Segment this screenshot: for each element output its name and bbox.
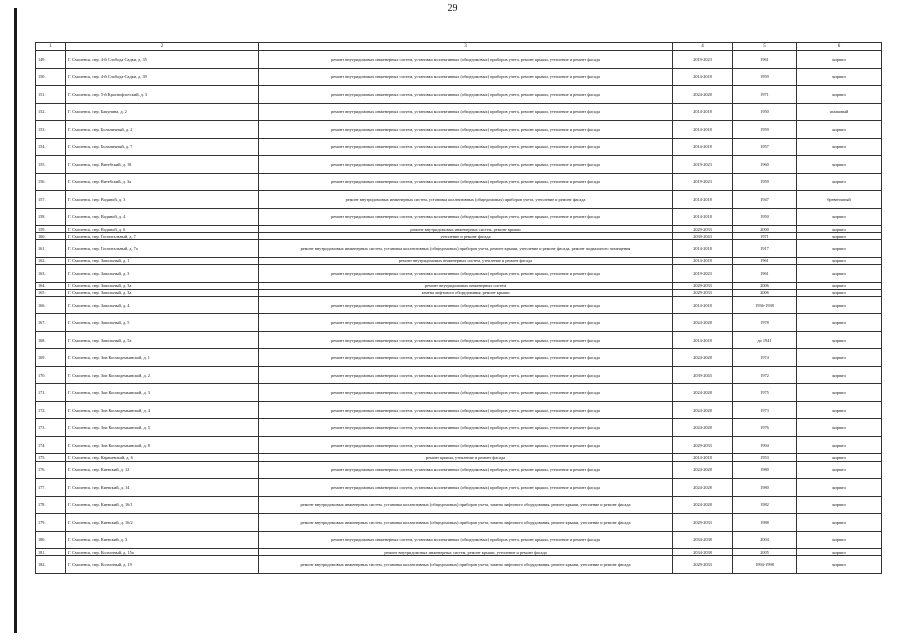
address-cell: Г. Смоленск, пер. Водяной, д. 6 [66,226,259,233]
row-number-cell: 164. [36,282,66,289]
address-cell: Г. Смоленск, пер. Киевский, д. 16/1 [66,496,259,514]
work-types-cell: ремонт внутридомовых инженерных систем [259,282,673,289]
work-types-cell: ремонт внутридомовых инженерных систем, установка коллективных (общедомовых) приборов учета, ремонт крыши, утепление и ремонт фасада [259,436,673,454]
work-types-cell: ремонт внутридомовых инженерных систем, установка коллективных (общедомовых) приборов учета, ремонт крыши, утепление и ремонт фасада [259,68,673,86]
address-cell: Г. Смоленск, пер. Запольный, д. 3 [66,265,259,283]
address-cell: Г. Смоленск, пер. Госпитальный, д. 7а [66,240,259,258]
wall-material-cell: кирпич [797,331,882,349]
build-year-cell: 1980 [733,461,797,479]
table-row [36,419,882,437]
address-cell: Г. Смоленск, пер. Карачевский, д. 6 [66,454,259,461]
wall-material-cell: кирпич [797,384,882,402]
table-row [36,549,882,556]
address-cell: Г. Смоленск, пер. Водяной, д. 3 [66,191,259,209]
table-row [36,461,882,479]
table-row [36,103,882,121]
address-cell: Г. Смоленск, пер. Запольный, д. 3а [66,282,259,289]
table-row [36,401,882,419]
work-types-cell: замена лифтового оборудования, ремонт крыши [259,289,673,296]
address-cell: Г. Смоленск, пер. Витебский, д. 18 [66,156,259,174]
wall-material-cell: кирпич [797,208,882,226]
work-types-cell: ремонт внутридомовых инженерных систем, установка коллективных (общедомовых) приборов учета, ремонт крыши, утепление и ремонт фасада [259,138,673,156]
work-types-cell: ремонт внутридомовых инженерных систем, установка коллективных (общедомовых) приборов учета, ремонт крыши, утепление и ремонт фасада [259,531,673,549]
housing-repair-table [35,42,882,574]
table-row [36,240,882,258]
address-cell: Г. Смоленск, пер. Зои Космодемьянской, д. 4 [66,401,259,419]
period-cell: 2024-2028 [673,86,733,104]
period-cell: 2024-2028 [673,496,733,514]
period-cell: 2014-2018 [673,191,733,209]
row-number-cell: 171. [36,384,66,402]
build-year-cell: 1961 [733,51,797,69]
build-year-cell: 1959 [733,121,797,139]
column-header-4: 4 [673,43,733,51]
build-year-cell: 2000 [733,226,797,233]
period-cell: 2024-2028 [673,479,733,497]
table-row [36,138,882,156]
wall-material-cell: кирпич [797,366,882,384]
table-row [36,366,882,384]
column-header-2: 2 [66,43,259,51]
build-year-cell: 1988 [733,514,797,532]
row-number-cell: 179. [36,514,66,532]
build-year-cell: 1975 [733,384,797,402]
address-cell: Г. Смоленск, пер. Запольный, д. 5 [66,314,259,332]
table-body [36,51,882,574]
row-number-cell: 160. [36,233,66,240]
period-cell: 2014-2018 [673,257,733,264]
build-year-cell: 1976 [733,419,797,437]
period-cell: 2019-2023 [673,265,733,283]
address-cell: Г. Смоленск, пер. Киевский, д. 12 [66,461,259,479]
build-year-cell: 1971 [733,233,797,240]
period-cell: 2014-2018 [673,296,733,314]
work-types-cell: ремонт внутридомовых инженерных систем, установка коллективных (общедомовых) приборов учета, ремонт крыши, утепление и ремонт фасада [259,384,673,402]
row-number-cell: 161. [36,240,66,258]
work-types-cell: ремонт внутридомовых инженерных систем, установка коллективных (общедомовых) приборов учета, замена лифтового оборудования, ремонт крыши, утепление и ремонт фасада [259,556,673,574]
work-types-cell: ремонт внутридомовых инженерных систем, установка коллективных (общедомовых) приборов учета, ремонт крыши, утепление и ремонт фасада [259,156,673,174]
wall-material-cell: кирпич [797,86,882,104]
work-types-cell: ремонт внутридомовых инженерных систем, установка коллективных (общедомовых) приборов учета, ремонт крыши, утепление и ремонт фасада [259,401,673,419]
wall-material-cell: кирпич [797,226,882,233]
table-row [36,289,882,296]
wall-material-cell: кирпич [797,479,882,497]
table-row [36,257,882,264]
wall-material-cell: кирпич [797,531,882,549]
address-cell: Г. Смоленск, пер. Госпитальный, д. 7 [66,233,259,240]
address-cell: Г. Смоленск, пер. Зои Космодемьянской, д. 2 [66,366,259,384]
address-cell: Г. Смоленск, пер. Зои Космодемьянской, д. 5 [66,419,259,437]
row-number-cell: 172. [36,401,66,419]
build-year-cell: 1972 [733,366,797,384]
period-cell: 2014-2018 [673,454,733,461]
row-number-cell: 177. [36,479,66,497]
address-cell: Г. Смоленск, пер. Киевский, д. 3 [66,531,259,549]
period-cell: 2014-2018 [673,138,733,156]
scan-edge-bar [14,8,17,633]
row-number-cell: 181. [36,549,66,556]
address-cell: Г. Смоленск, пер. Зои Космодемьянской, д. 8 [66,436,259,454]
build-year-cell: 1959 [733,173,797,191]
work-types-cell: ремонт внутридомовых инженерных систем, установка коллективных (общедомовых) приборов учета, ремонт крыши, утепление и ремонт фасада [259,419,673,437]
table-row [36,86,882,104]
address-cell: Г. Смоленск, пер. Киевский, д. 16/2 [66,514,259,532]
period-cell: 2019-2023 [673,156,733,174]
row-number-cell: 170. [36,366,66,384]
address-cell: Г. Смоленск, пер. Запольный, д. 1 [66,257,259,264]
table-row [36,121,882,139]
work-types-cell: ремонт внутридомовых инженерных систем, установка коллективных (общедомовых) приборов учета, ремонт крыши, утепление и ремонт фасада [259,479,673,497]
wall-material-cell: кирпич [797,314,882,332]
work-types-cell: ремонт внутридомовых инженерных систем, установка коллективных (общедомовых) приборов учета, ремонт крыши, утепление и ремонт фасада [259,86,673,104]
period-cell: 2014-2018 [673,240,733,258]
period-cell: 2029-2033 [673,436,733,454]
wall-material-cell: кирпич [797,514,882,532]
wall-material-cell: кирпич [797,419,882,437]
period-cell: 2029-2033 [673,226,733,233]
period-cell: 2034-2038 [673,549,733,556]
row-number-cell: 178. [36,496,66,514]
work-types-cell: ремонт внутридомовых инженерных систем, установка коллективных (общедомовых) приборов учета, замена лифтового оборудования, ремонт крыши, утепление и ремонт фасада [259,514,673,532]
wall-material-cell: кирпич [797,257,882,264]
period-cell: 2029-2033 [673,289,733,296]
work-types-cell: ремонт внутридомовых инженерных систем, установка коллективных (общедомовых) приборов учета, замена лифтового оборудования, ремонт крыши, утепление и ремонт фасада [259,496,673,514]
work-types-cell: ремонт внутридомовых инженерных систем, установка коллективных (общедомовых) приборов учета, ремонт крыши, утепление и ремонт фасада [259,349,673,367]
build-year-cell: 1936-1938 [733,296,797,314]
work-types-cell: ремонт внутридомовых инженерных систем, ремонт крыши, утепление и ремонт фасада [259,549,673,556]
work-types-cell: ремонт внутридомовых инженерных систем, установка коллективных (общедомовых) приборов учета, ремонт крыши, утепление и ремонт фасада, ремонт подвального помещения [259,240,673,258]
row-number-cell: 168. [36,331,66,349]
build-year-cell: 1974 [733,349,797,367]
table-row [36,436,882,454]
wall-material-cell: кирпич [797,51,882,69]
build-year-cell: 2006 [733,282,797,289]
period-cell: 2029-2033 [673,514,733,532]
wall-material-cell: кирпич [797,233,882,240]
page-number: 29 [447,3,458,14]
row-number-cell: 155. [36,156,66,174]
wall-material-cell: кирпич [797,556,882,574]
row-number-cell: 175. [36,454,66,461]
build-year-cell: 2006 [733,289,797,296]
wall-material-cell: кирпич [797,282,882,289]
row-number-cell: 165. [36,289,66,296]
period-cell: 2029-2033 [673,282,733,289]
table-row [36,556,882,574]
row-number-cell: 169. [36,349,66,367]
table-row [36,331,882,349]
address-cell: Г. Смоленск, пер. 4-й Слобода-Садки, д. 39 [66,68,259,86]
address-cell: Г. Смоленск, пер. Колхозный, д. 19 [66,556,259,574]
address-cell: Г. Смоленск, пер. Водяной, д. 4 [66,208,259,226]
period-cell: 2024-2028 [673,384,733,402]
wall-material-cell: кирпич [797,454,882,461]
row-number-cell: 162. [36,257,66,264]
row-number-cell: 167. [36,314,66,332]
work-types-cell: ремонт внутридомовых инженерных систем, установка коллективных (общедомовых) приборов учета, ремонт крыши, утепление и ремонт фасада [259,103,673,121]
address-cell: Г. Смоленск, пер. Зои Космодемьянской, д. 3 [66,384,259,402]
work-types-cell: ремонт крыши, утепление и ремонт фасада [259,454,673,461]
row-number-cell: 154. [36,138,66,156]
work-types-cell: утепление и ремонт фасада [259,233,673,240]
build-year-cell: 1978 [733,314,797,332]
work-types-cell: ремонт внутридомовых инженерных систем, установка коллективных (общедомовых) приборов учета, ремонт крыши, утепление и ремонт фасада [259,173,673,191]
table-row [36,314,882,332]
row-number-cell: 180. [36,531,66,549]
build-year-cell: 1953 [733,454,797,461]
wall-material-cell: шлаковый [797,103,882,121]
build-year-cell: 1947 [733,191,797,209]
column-header-5: 5 [733,43,797,51]
wall-material-cell: бревенчатый [797,191,882,209]
row-number-cell: 166. [36,296,66,314]
work-types-cell: ремонт внутридомовых инженерных систем, установка коллективных (общедомовых) приборов учета, ремонт крыши, утепление и ремонт фасада [259,314,673,332]
address-cell: Г. Смоленск, пер. Больничный, д. 2 [66,121,259,139]
period-cell: 2014-2018 [673,331,733,349]
table-row [36,282,882,289]
build-year-cell: 1971 [733,86,797,104]
wall-material-cell: кирпич [797,240,882,258]
period-cell: 2024-2028 [673,314,733,332]
period-cell: 2014-2018 [673,68,733,86]
address-cell: Г. Смоленск, пер. Колхозный, д. 15а [66,549,259,556]
row-number-cell: 158. [36,208,66,226]
build-year-cell: 1961 [733,257,797,264]
row-number-cell: 159. [36,226,66,233]
work-types-cell: ремонт внутридомовых инженерных систем, установка коллективных (общедомовых) приборов учета, ремонт крыши, утепление и ремонт фасада [259,121,673,139]
wall-material-cell: кирпич [797,289,882,296]
period-cell: 2014-2018 [673,121,733,139]
build-year-cell: 1982 [733,496,797,514]
work-types-cell: ремонт внутридомовых инженерных систем, установка коллективных (общедомовых) приборов учета, ремонт крыши, утепление и ремонт фасада [259,296,673,314]
build-year-cell: 1950 [733,208,797,226]
row-number-cell: 173. [36,419,66,437]
work-types-cell: ремонт внутридомовых инженерных систем, утепление и ремонт фасада [259,257,673,264]
build-year-cell: 1917 [733,240,797,258]
period-cell: 2029-2033 [673,556,733,574]
table-row [36,454,882,461]
address-cell: Г. Смоленск, пер. Больничный, д. 7 [66,138,259,156]
row-number-cell: 149. [36,51,66,69]
address-cell: Г. Смоленск, пер. Бакунина, д. 2 [66,103,259,121]
build-year-cell: 1960 [733,156,797,174]
build-year-cell: 1994-1998 [733,556,797,574]
wall-material-cell: кирпич [797,156,882,174]
table-row [36,191,882,209]
build-year-cell: 1957 [733,138,797,156]
row-number-cell: 153. [36,121,66,139]
address-cell: Г. Смоленск, пер. Зои Космодемьянской, д. 1 [66,349,259,367]
period-cell: 2024-2028 [673,419,733,437]
build-year-cell: до 1941 [733,331,797,349]
wall-material-cell: кирпич [797,401,882,419]
work-types-cell: ремонт внутридомовых инженерных систем, установка коллективных (общедомовых) приборов учета, ремонт крыши, утепление и ремонт фасада [259,265,673,283]
row-number-cell: 157. [36,191,66,209]
address-cell: Г. Смоленск, пер. 5-й Краснофлотский, д. 3 [66,86,259,104]
period-cell: 2034-2038 [673,531,733,549]
wall-material-cell: кирпич [797,265,882,283]
wall-material-cell: кирпич [797,121,882,139]
wall-material-cell: кирпич [797,138,882,156]
build-year-cell: 1994 [733,436,797,454]
period-cell: 2019-2023 [673,51,733,69]
wall-material-cell: кирпич [797,461,882,479]
work-types-cell: ремонт внутридомовых инженерных систем, установка коллективных (общедомовых) приборов учета, ремонт крыши, утепление и ремонт фасада [259,366,673,384]
work-types-cell: ремонт внутридомовых инженерных систем, установка коллективных (общедомовых) приборов учета, ремонт крыши, утепление и ремонт фасада [259,331,673,349]
row-number-cell: 163. [36,265,66,283]
build-year-cell: 2005 [733,549,797,556]
column-header-6: 6 [797,43,882,51]
table-row [36,68,882,86]
period-cell: 2024-2028 [673,401,733,419]
table-row [36,514,882,532]
work-types-cell: ремонт внутридомовых инженерных систем, установка коллективных (общедомовых) приборов учета, ремонт крыши, утепление и ремонт фасада [259,461,673,479]
address-cell: Г. Смоленск, пер. Запольный, д. 5а [66,331,259,349]
column-header-1: 1 [36,43,66,51]
row-number-cell: 152. [36,103,66,121]
build-year-cell: 2004 [733,531,797,549]
column-header-3: 3 [259,43,673,51]
table-row [36,173,882,191]
wall-material-cell: кирпич [797,436,882,454]
wall-material-cell: кирпич [797,549,882,556]
table-row [36,384,882,402]
row-number-cell: 182. [36,556,66,574]
build-year-cell: 1980 [733,479,797,497]
period-cell: 2024-2028 [673,349,733,367]
row-number-cell: 176. [36,461,66,479]
period-cell: 2039-2043 [673,233,733,240]
row-number-cell: 150. [36,68,66,86]
table-row [36,531,882,549]
table-row [36,496,882,514]
work-types-cell: ремонт внутридомовых инженерных систем, установка коллективных (общедомовых) приборов учета, ремонт крыши, утепление и ремонт фасада [259,51,673,69]
row-number-cell: 174. [36,436,66,454]
column-number-row [36,43,882,51]
period-cell: 2039-2043 [673,366,733,384]
table-row [36,265,882,283]
build-year-cell: 1959 [733,68,797,86]
wall-material-cell: кирпич [797,68,882,86]
period-cell: 2019-2023 [673,173,733,191]
table-row [36,233,882,240]
build-year-cell: 1950 [733,103,797,121]
address-cell: Г. Смоленск, пер. Запольный, д. 3а [66,289,259,296]
build-year-cell: 1973 [733,401,797,419]
row-number-cell: 151. [36,86,66,104]
table-row [36,51,882,69]
period-cell: 2014-2018 [673,103,733,121]
table-row [36,296,882,314]
address-cell: Г. Смоленск, пер. 4-й Слобода-Садки, д. 35 [66,51,259,69]
work-types-cell: ремонт внутридомовых инженерных систем, установка коллективных (общедомовых) приборов учета, утепление и ремонт фасада [259,191,673,209]
work-types-cell: ремонт внутридомовых инженерных систем, ремонт крыши [259,226,673,233]
wall-material-cell: кирпич [797,173,882,191]
wall-material-cell: кирпич [797,349,882,367]
period-cell: 2024-2028 [673,461,733,479]
row-number-cell: 156. [36,173,66,191]
period-cell: 2014-2018 [673,208,733,226]
wall-material-cell: кирпич [797,296,882,314]
address-cell: Г. Смоленск, пер. Витебский, д. 3а [66,173,259,191]
table-row [36,208,882,226]
build-year-cell: 1961 [733,265,797,283]
table-row [36,156,882,174]
address-cell: Г. Смоленск, пер. Киевский, д. 14 [66,479,259,497]
work-types-cell: ремонт внутридомовых инженерных систем, установка коллективных (общедомовых) приборов учета, ремонт крыши, утепление и ремонт фасада [259,208,673,226]
table-row [36,226,882,233]
table-row [36,479,882,497]
address-cell: Г. Смоленск, пер. Запольный, д. 4 [66,296,259,314]
wall-material-cell: кирпич [797,496,882,514]
table-row [36,349,882,367]
